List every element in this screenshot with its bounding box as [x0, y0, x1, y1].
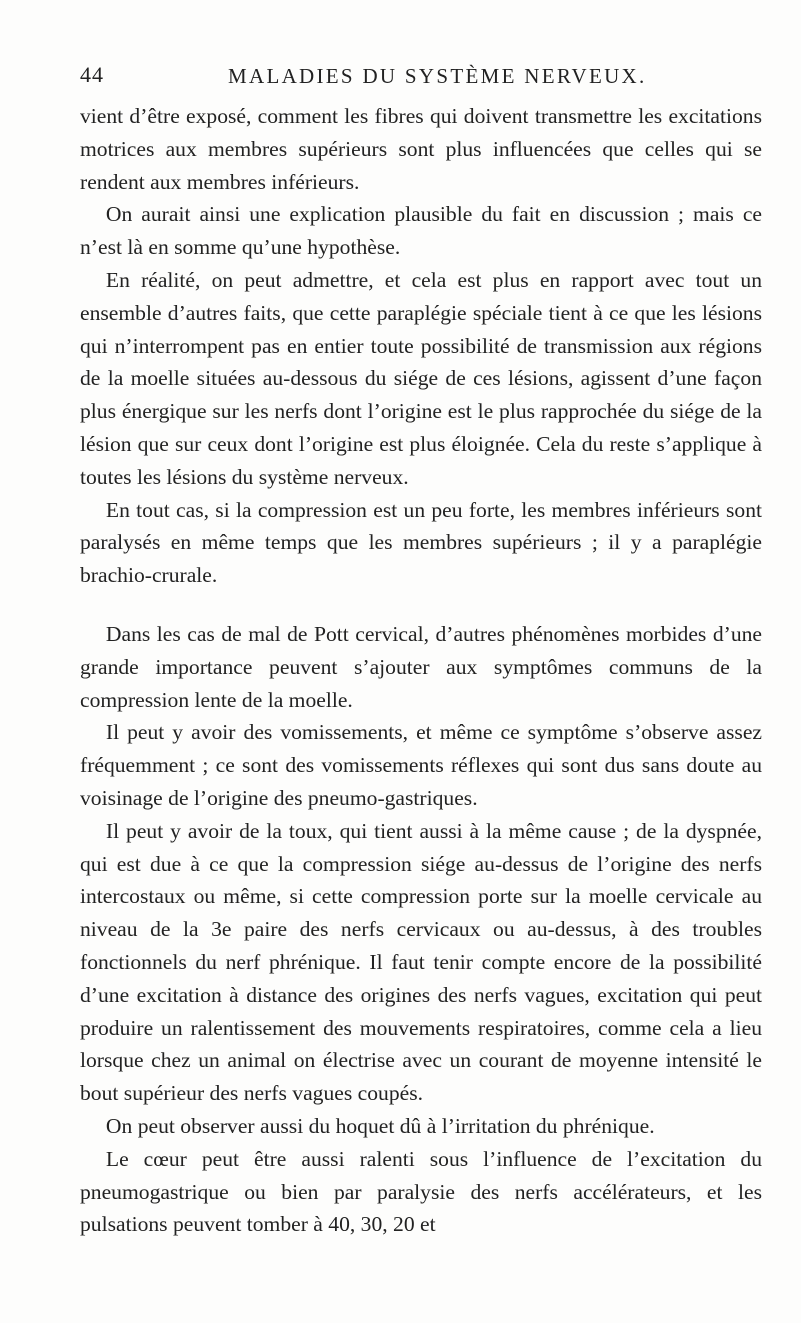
paragraph: vient d’être exposé, comment les fibres qui doivent transmettre les excitations motrices aux membres supérieurs sont plus influencées que celles qui se rendent aux membres inférieurs. [80, 104, 762, 194]
paragraph: Il peut y avoir de la toux, qui tient aussi à la même cause ; de la dyspnée, qui est due à ce que la compression siége au-dessus de l’origine des nerfs intercostaux ou même, si cette compression porte sur la moelle cervicale au niveau de la 3e paire des nerfs cervicaux ou au-dessus, à des troubles fonctionnels du nerf phrénique. Il faut tenir compte encore de la possibilité d’une excitation à distance des origines des nerfs vagues, excitation qui peut produire un ralentissement des mouvements respiratoires, comme cela a lieu lorsque chez un animal on électrise avec un courant de moyenne intensité le bout supérieur des nerfs vagues coupés. [80, 818, 762, 1106]
running-head: MALADIES DU SYSTÈME NERVEUX. [228, 64, 647, 88]
paragraph: En réalité, on peut admettre, et cela est plus en rapport avec tout un ensemble d’autres faits, que cette paraplégie spéciale tient à ce que les lésions qui n’interrompent pas en entier toute possibilité de transmission aux régions de la moelle situées au-dessous du siége de ces lésions, agissent d’une façon plus énergique sur les nerfs dont l’origine est le plus rapprochée du siége de la lésion que sur ceux dont l’origine est plus éloignée. Cela du reste s’applique à toutes les lésions du système nerveux. [80, 267, 762, 489]
page-number: 44 [80, 62, 104, 87]
page-header [80, 62, 760, 92]
paragraph: Dans les cas de mal de Pott cervical, d’autres phénomènes morbides d’une grande importance peuvent s’ajouter aux symptômes communs de la compression lente de la moelle. [80, 621, 762, 712]
section-gap [80, 592, 762, 618]
paragraph: En tout cas, si la compression est un peu forte, les membres inférieurs sont paralysés en même temps que les membres supérieurs ; il y a paraplégie brachio-crurale. [80, 497, 762, 588]
body-text [80, 100, 762, 1241]
paragraph: Il peut y avoir des vomissements, et même ce symptôme s’observe assez fréquemment ; ce sont des vomissements réflexes qui sont dus sans doute au voisinage de l’origine des pneumo-gastriques. [80, 720, 762, 810]
paragraph: On aurait ainsi une explication plausible du fait en discussion ; mais ce n’est là en somme qu’une hypothèse. [80, 202, 762, 260]
paragraph: On peut observer aussi du hoquet dû à l’irritation du phrénique. [105, 1113, 655, 1138]
paragraph: Le cœur peut être aussi ralenti sous l’influence de l’excitation du pneumogastrique ou bien par paralysie des nerfs accélérateurs, et les pulsations peuvent tomber à 40, 30, 20 et [80, 1146, 762, 1237]
